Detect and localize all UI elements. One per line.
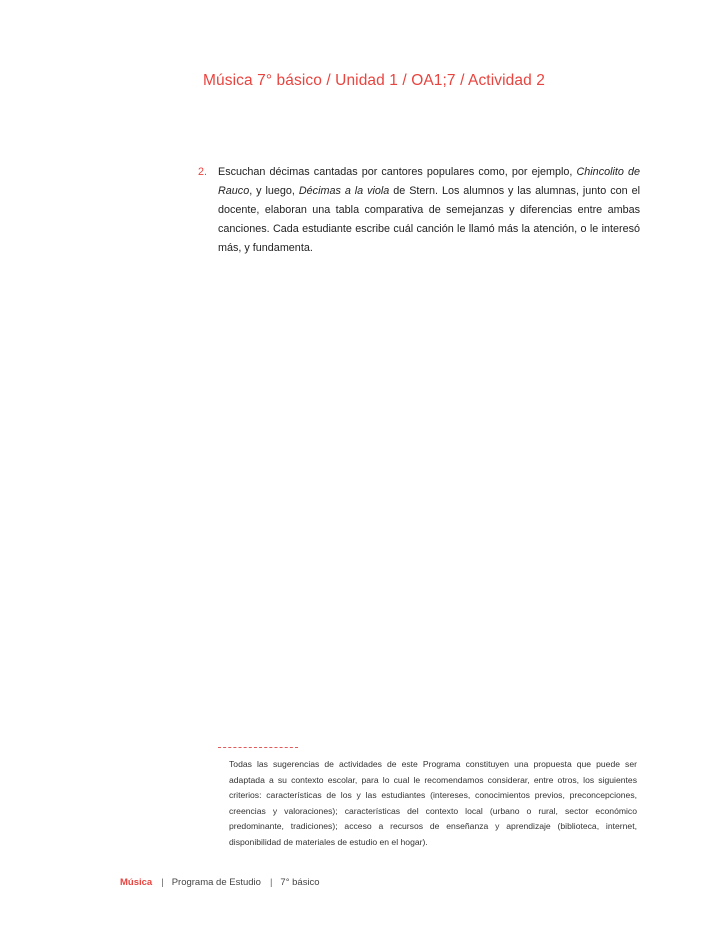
- footnote: Todas las sugerencias de actividades de este Programa constituyen una propuesta que puede ser adaptada a su contexto escolar, para lo cual le recomendamos considerar, entre otros, los siguientes criterios: características de los y las estudiantes (intereses, conocimientos previos, preconcepciones, creencias y valoraciones); características del contexto local (urbano o rural, sector económico predominante, tradiciones); acceso a recursos de enseñanza y aprendizaje (biblioteca, internet, disponibilidad de materiales de estudio en el hogar).: [229, 759, 637, 847]
- song-title-decimas: Décimas a la viola: [298, 185, 390, 197]
- page-title: Música 7° básico / Unidad 1 / OA1;7 / Actividad 2: [203, 72, 545, 89]
- activity-description: [218, 163, 640, 258]
- song-title-chincolito: Chincolito de Rauco: [218, 166, 640, 197]
- footer-separator: |: [269, 877, 273, 888]
- footer-grade: 7° básico: [280, 877, 320, 888]
- activity-text-part2: , y luego,: [249, 185, 299, 197]
- activity-text-part3: de Stern. Los alumnos y las alumnas, junto con el docente, elaboran una tabla comparativa de semejanzas y diferencias entre ambas canciones. Cada estudiante escribe cuál canción le llamó más la atención, o le interesó más, y fundamenta.: [218, 185, 641, 254]
- footer-subject: Música: [120, 877, 153, 888]
- activity-text-part1: Escuchan décimas cantadas por cantores populares como, por ejemplo,: [218, 166, 577, 178]
- footer-program: Programa de Estudio: [171, 877, 261, 888]
- footnote-divider: [218, 747, 298, 748]
- activity-item: [198, 163, 640, 258]
- page-footer: [120, 877, 320, 888]
- activity-number: 2.: [198, 166, 208, 178]
- footer-separator: |: [161, 877, 164, 888]
